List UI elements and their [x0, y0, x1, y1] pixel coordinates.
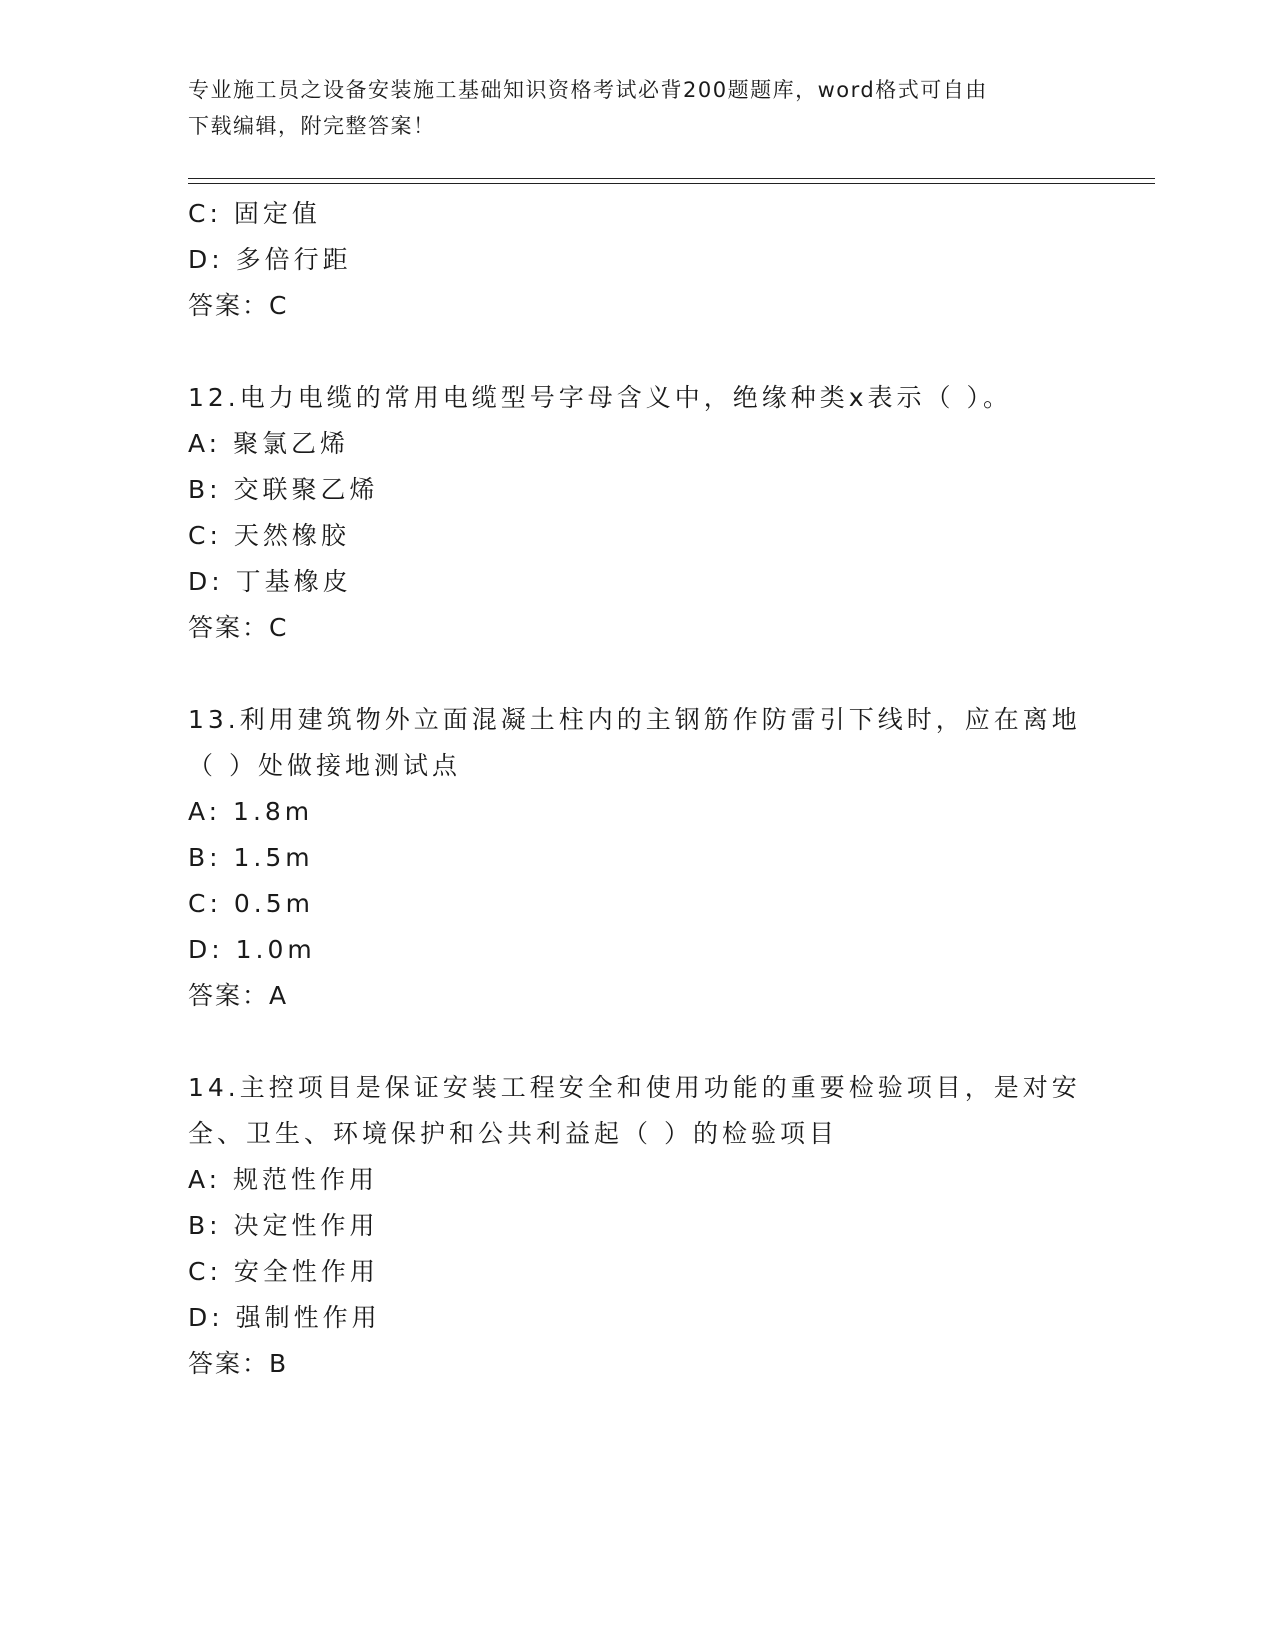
option-text: 1.0m	[235, 935, 316, 964]
option-d	[188, 559, 1088, 605]
option-label: D:	[188, 1303, 224, 1332]
option-b	[188, 835, 1088, 881]
spacer	[188, 651, 1088, 697]
option-c	[188, 513, 1088, 559]
spacer	[188, 329, 1088, 375]
option-c	[188, 1249, 1088, 1295]
option-c	[188, 191, 1088, 237]
spacer	[188, 1019, 1088, 1065]
option-text: 安全性作用	[233, 1257, 379, 1286]
option-text: 0.5m	[233, 889, 314, 918]
answer-line: 答案：B	[188, 1349, 289, 1378]
option-label: D:	[188, 935, 224, 964]
header-line-2: 下载编辑，附完整答案！	[188, 114, 436, 138]
option-label: C:	[188, 889, 222, 918]
question-list	[188, 191, 1088, 1387]
option-text: 固定值	[233, 199, 321, 228]
document-header	[188, 72, 1068, 144]
option-d	[188, 1295, 1088, 1341]
option-b	[188, 467, 1088, 513]
answer-line: 答案：A	[188, 981, 289, 1010]
option-text: 多倍行距	[235, 245, 352, 274]
question-block-12	[188, 375, 1088, 651]
option-label: B:	[188, 475, 222, 504]
answer-line: 答案：C	[188, 613, 289, 642]
option-a	[188, 789, 1088, 835]
option-text: 天然橡胶	[233, 521, 350, 550]
question-block-13	[188, 697, 1088, 1019]
option-label: C:	[188, 521, 222, 550]
option-text: 聚氯乙烯	[233, 429, 350, 458]
option-label: D:	[188, 245, 224, 274]
option-label: A:	[188, 797, 222, 826]
option-a	[188, 421, 1088, 467]
option-text: 强制性作用	[235, 1303, 381, 1332]
option-text: 规范性作用	[233, 1165, 379, 1194]
option-label: C:	[188, 1257, 222, 1286]
option-label: B:	[188, 843, 222, 872]
header-divider-top	[188, 178, 1155, 179]
option-label: C:	[188, 199, 222, 228]
question-title: 13.利用建筑物外立面混凝土柱内的主钢筋作防雷引下线时，应在离地	[188, 705, 1081, 734]
option-a	[188, 1157, 1088, 1203]
option-text: 决定性作用	[233, 1211, 379, 1240]
question-title-continued: 全、卫生、环境保护和公共利益起（ ）的检验项目	[188, 1119, 838, 1148]
option-d	[188, 927, 1088, 973]
option-label: A:	[188, 1165, 222, 1194]
option-text: 1.8m	[233, 797, 314, 826]
header-line-1: 专业施工员之设备安装施工基础知识资格考试必背200题题库，word格式可自由	[188, 78, 988, 102]
option-text: 1.5m	[233, 843, 314, 872]
question-title-continued: （ ）处做接地测试点	[188, 751, 461, 780]
option-d	[188, 237, 1088, 283]
header-divider-bottom	[188, 183, 1155, 184]
option-text: 丁基橡皮	[235, 567, 352, 596]
option-label: B:	[188, 1211, 222, 1240]
answer-line: 答案：C	[188, 291, 289, 320]
option-c	[188, 881, 1088, 927]
option-b	[188, 1203, 1088, 1249]
question-block-14	[188, 1065, 1088, 1387]
question-title: 12.电力电缆的常用电缆型号字母含义中，绝缘种类x表示（ ）。	[188, 383, 1013, 412]
option-label: D:	[188, 567, 224, 596]
question-block-prev	[188, 191, 1088, 329]
option-text: 交联聚乙烯	[233, 475, 379, 504]
option-label: A:	[188, 429, 222, 458]
question-title: 14.主控项目是保证安装工程安全和使用功能的重要检验项目，是对安	[188, 1073, 1081, 1102]
